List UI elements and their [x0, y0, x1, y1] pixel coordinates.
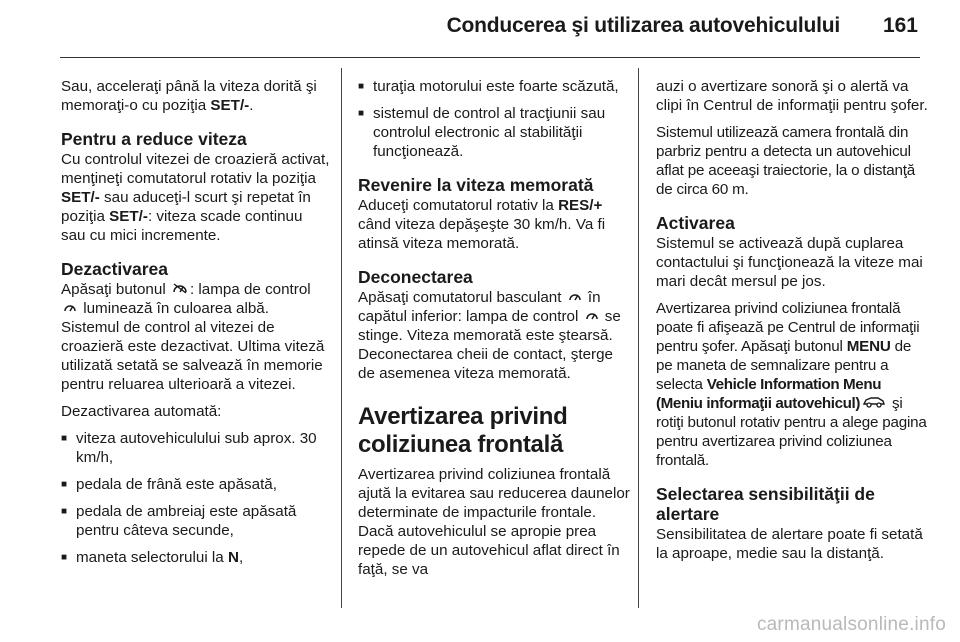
heading-deactivation: Dezactivarea	[61, 259, 169, 279]
page-header	[0, 0, 960, 50]
cruise-control-icon	[585, 307, 599, 326]
cruise-control-icon	[63, 299, 77, 318]
auto-deactivation-label: Dezactivarea automată:	[61, 403, 222, 420]
auto-deactivation-list-cont	[358, 77, 630, 161]
vehicle-icon	[862, 394, 886, 413]
sensitivity-paragraph: Sensibilitatea de alertare poate fi setată la aproape, medie sau la distanţă.	[656, 526, 923, 562]
heading-alert-sensitivity: Selectarea sensibilităţii de alertare	[656, 484, 875, 524]
cruise-control-off-icon	[172, 280, 188, 299]
intro-paragraph: Sau, acceleraţi până la viteza dorită şi memoraţi-o cu poziţia SET/-.	[61, 78, 317, 114]
heading-resume-speed: Revenire la viteza memorată	[358, 175, 594, 195]
control-label: SET/-	[109, 208, 148, 225]
list-item: ■ viteza autovehiculului sub aprox. 30 km/h,	[61, 429, 331, 467]
fcw-continued-paragraph: auzi o avertizare sonoră şi o alertă va clipi în Centrul de informaţii pentru şofer.	[656, 78, 928, 114]
disconnect-paragraph: Apăsaţi comutatorul basculant în capătul inferior: lampa de control se stinge. Viteza memorată este ştearsă. Deconectarea cheii de contact, şterge de asemenea viteza memorată.	[358, 289, 621, 382]
control-label: N	[227, 549, 239, 566]
list-item: ■ pedala de frână este apăsată,	[61, 475, 331, 494]
list-item: ■ maneta selectorului la N,	[61, 548, 331, 567]
page-title: Conducerea şi utilizarea autovehiculului	[446, 14, 840, 37]
resume-paragraph: Aduceţi comutatorul rotativ la RES/+ când viteza depăşeşte 30 km/h. Va fi atinsă viteza memorată.	[358, 197, 606, 252]
page-number: 161	[882, 14, 918, 37]
heading-forward-collision-alert: Avertizarea privind coliziunea frontală	[358, 403, 568, 458]
heading-disconnect: Deconectarea	[358, 267, 473, 287]
control-label: RES/+	[558, 197, 603, 214]
reduce-paragraph: Cu controlul vitezei de croazieră activat, menţineţi comutatorul rotativ la poziţia SET/- sau aduceţi-l scurt şi repetat în poziţia SET/-: viteza scade continuu sau cu mici incremente.	[61, 151, 330, 244]
list-item: ■ pedala de ambreiaj este apăsată pentru câteva secunde,	[61, 502, 331, 540]
watermark: carmanualsonline.info	[756, 614, 946, 635]
deactivation-paragraph: Apăsaţi butonul : lampa de control luminează în culoarea albă. Sistemul de control al vitezei de croazieră este dezactivat. Ultima viteză utilizată setată se salvează în memorie pentru reluarea ulterioară a vitezei.	[61, 281, 325, 393]
camera-paragraph: Sistemul utilizează camera frontală din parbriz pentru a detecta un autovehicul aflat pe aceeaşi traiectorie, la o distanţă de circa 60 m.	[656, 124, 916, 198]
column-divider-2	[638, 68, 639, 608]
heading-activation: Activarea	[656, 213, 735, 233]
list-item: ■ sistemul de control al tracţiunii sau controlul electronic al stabilităţii funcţionează.	[358, 104, 630, 161]
column-2	[358, 77, 630, 587]
control-label: SET/-	[210, 97, 250, 114]
fcw-paragraph: Avertizarea privind coliziunea frontală ajută la evitarea sau reducerea daunelor determinate de impacturile frontale. Dacă autovehiculul se apropie prea repede de un autovehicul aflat direct în faţă, se va	[358, 466, 630, 578]
column-3	[656, 77, 928, 571]
control-label: SET/-	[61, 189, 100, 206]
header-divider	[60, 57, 920, 58]
activation-paragraph: Sistemul se activează după cuplarea contactului şi funcţionează la viteze mai mari decât mersul pe jos.	[656, 235, 923, 290]
column-divider-1	[341, 68, 342, 608]
menu-label: Vehicle Information Menu (Meniu informaţii autovehicul)	[656, 376, 882, 412]
auto-deactivation-list	[61, 429, 331, 567]
control-label: MENU	[846, 338, 891, 355]
list-item: ■ turaţia motorului este foarte scăzută,	[358, 77, 630, 96]
display-paragraph: Avertizarea privind coliziunea frontală poate fi afişează pe Centrul de informaţii pentru şofer. Apăsaţi butonul MENU de pe maneta de semnalizare pentru a selecta Vehicle Information Menu (Meniu informaţii autovehicul) şi rotiţi butonul rotativ pentru a alege pagina pentru avertizarea privind coliziunea frontală.	[656, 300, 927, 469]
heading-reduce-speed: Pentru a reduce viteza	[61, 129, 247, 149]
column-1	[61, 77, 331, 575]
cruise-control-icon	[568, 288, 582, 307]
